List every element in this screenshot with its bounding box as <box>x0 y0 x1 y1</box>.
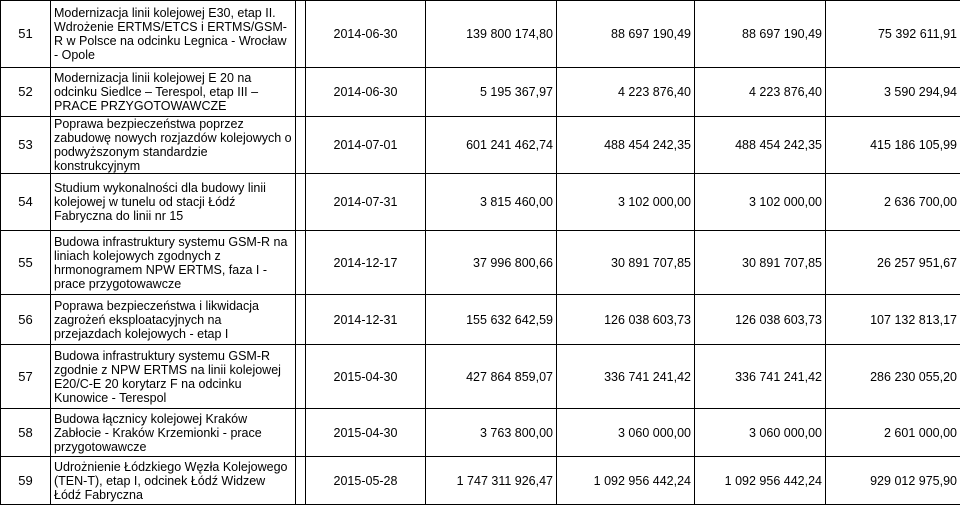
project-date: 2014-12-17 <box>306 231 426 295</box>
column-gap <box>296 117 306 174</box>
total-cost: 427 864 859,07 <box>426 345 557 409</box>
project-date: 2015-05-28 <box>306 457 426 505</box>
table-row <box>1 231 960 295</box>
row-number: 54 <box>1 174 51 231</box>
eligible-cost-2: 4 223 876,40 <box>695 68 826 117</box>
table-row <box>1 345 960 409</box>
project-date: 2014-07-31 <box>306 174 426 231</box>
total-cost: 155 632 642,59 <box>426 295 557 345</box>
column-gap <box>296 409 306 457</box>
project-name: Studium wykonalności dla budowy linii kolejowej w tunelu od stacji Łódź Fabryczna do linii nr 15 <box>51 174 296 231</box>
project-name: Modernizacja linii kolejowej E30, etap II. Wdrożenie ERTMS/ETCS i ERTMS/GSM-R w Polsce na odcinku Legnica - Wrocław - Opole <box>51 1 296 68</box>
project-name: Budowa łącznicy kolejowej Kraków Zabłocie - Kraków Krzemionki - prace przygotowawcze <box>51 409 296 457</box>
eligible-cost: 3 060 000,00 <box>557 409 695 457</box>
total-cost: 37 996 800,66 <box>426 231 557 295</box>
project-date: 2015-04-30 <box>306 345 426 409</box>
total-cost: 601 241 462,74 <box>426 117 557 174</box>
total-cost: 1 747 311 926,47 <box>426 457 557 505</box>
eligible-cost-2: 3 102 000,00 <box>695 174 826 231</box>
project-date: 2014-12-31 <box>306 295 426 345</box>
column-gap <box>296 68 306 117</box>
row-number: 53 <box>1 117 51 174</box>
table-row <box>1 1 960 68</box>
project-date: 2014-06-30 <box>306 68 426 117</box>
table-row <box>1 68 960 117</box>
eligible-cost: 3 102 000,00 <box>557 174 695 231</box>
eligible-cost-2: 30 891 707,85 <box>695 231 826 295</box>
funding-amount: 929 012 975,90 <box>826 457 960 505</box>
funding-amount: 26 257 951,67 <box>826 231 960 295</box>
project-date: 2015-04-30 <box>306 409 426 457</box>
row-number: 58 <box>1 409 51 457</box>
column-gap <box>296 1 306 68</box>
eligible-cost: 488 454 242,35 <box>557 117 695 174</box>
row-number: 59 <box>1 457 51 505</box>
project-name: Budowa infrastruktury systemu GSM-R zgodnie z NPW ERTMS na linii kolejowej E20/C-E 20 korytarz F na odcinku Kunowice - Terespol <box>51 345 296 409</box>
row-number: 52 <box>1 68 51 117</box>
eligible-cost: 30 891 707,85 <box>557 231 695 295</box>
project-name: Budowa infrastruktury systemu GSM-R na liniach kolejowych zgodnych z hrmonogramem NPW ERTMS, faza I - prace przygotowawcze <box>51 231 296 295</box>
column-gap <box>296 345 306 409</box>
row-number: 51 <box>1 1 51 68</box>
project-date: 2014-06-30 <box>306 1 426 68</box>
funding-amount: 2 601 000,00 <box>826 409 960 457</box>
table-row <box>1 174 960 231</box>
eligible-cost-2: 126 038 603,73 <box>695 295 826 345</box>
table-row <box>1 409 960 457</box>
total-cost: 3 763 800,00 <box>426 409 557 457</box>
table-body <box>1 1 960 505</box>
eligible-cost-2: 88 697 190,49 <box>695 1 826 68</box>
funding-amount: 107 132 813,17 <box>826 295 960 345</box>
project-date: 2014-07-01 <box>306 117 426 174</box>
column-gap <box>296 457 306 505</box>
column-gap <box>296 231 306 295</box>
eligible-cost: 4 223 876,40 <box>557 68 695 117</box>
eligible-cost-2: 336 741 241,42 <box>695 345 826 409</box>
total-cost: 5 195 367,97 <box>426 68 557 117</box>
eligible-cost-2: 488 454 242,35 <box>695 117 826 174</box>
row-number: 56 <box>1 295 51 345</box>
eligible-cost: 1 092 956 442,24 <box>557 457 695 505</box>
table-row <box>1 117 960 174</box>
funding-amount: 75 392 611,91 <box>826 1 960 68</box>
total-cost: 3 815 460,00 <box>426 174 557 231</box>
eligible-cost: 88 697 190,49 <box>557 1 695 68</box>
eligible-cost: 336 741 241,42 <box>557 345 695 409</box>
funding-amount: 415 186 105,99 <box>826 117 960 174</box>
funding-amount: 286 230 055,20 <box>826 345 960 409</box>
column-gap <box>296 295 306 345</box>
funding-amount: 2 636 700,00 <box>826 174 960 231</box>
column-gap <box>296 174 306 231</box>
eligible-cost-2: 1 092 956 442,24 <box>695 457 826 505</box>
row-number: 57 <box>1 345 51 409</box>
eligible-cost-2: 3 060 000,00 <box>695 409 826 457</box>
funding-amount: 3 590 294,94 <box>826 68 960 117</box>
total-cost: 139 800 174,80 <box>426 1 557 68</box>
table-row <box>1 295 960 345</box>
row-number: 55 <box>1 231 51 295</box>
eligible-cost: 126 038 603,73 <box>557 295 695 345</box>
project-name: Modernizacja linii kolejowej E 20 na odcinku Siedlce – Terespol, etap III – PRACE PRZYGOTOWAWCZE <box>51 68 296 117</box>
project-name: Udrożnienie Łódzkiego Węzła Kolejowego (TEN-T), etap I, odcinek Łódź Widzew Łódź Fabryczna <box>51 457 296 505</box>
project-name: Poprawa bezpieczeństwa i likwidacja zagrożeń eksploatacyjnych na przejazdach kolejowych - etap I <box>51 295 296 345</box>
project-name: Poprawa bezpieczeństwa poprzez zabudowę nowych rozjazdów kolejowych o podwyższonym standardzie konstrukcyjnym <box>51 117 296 174</box>
table-row <box>1 457 960 505</box>
